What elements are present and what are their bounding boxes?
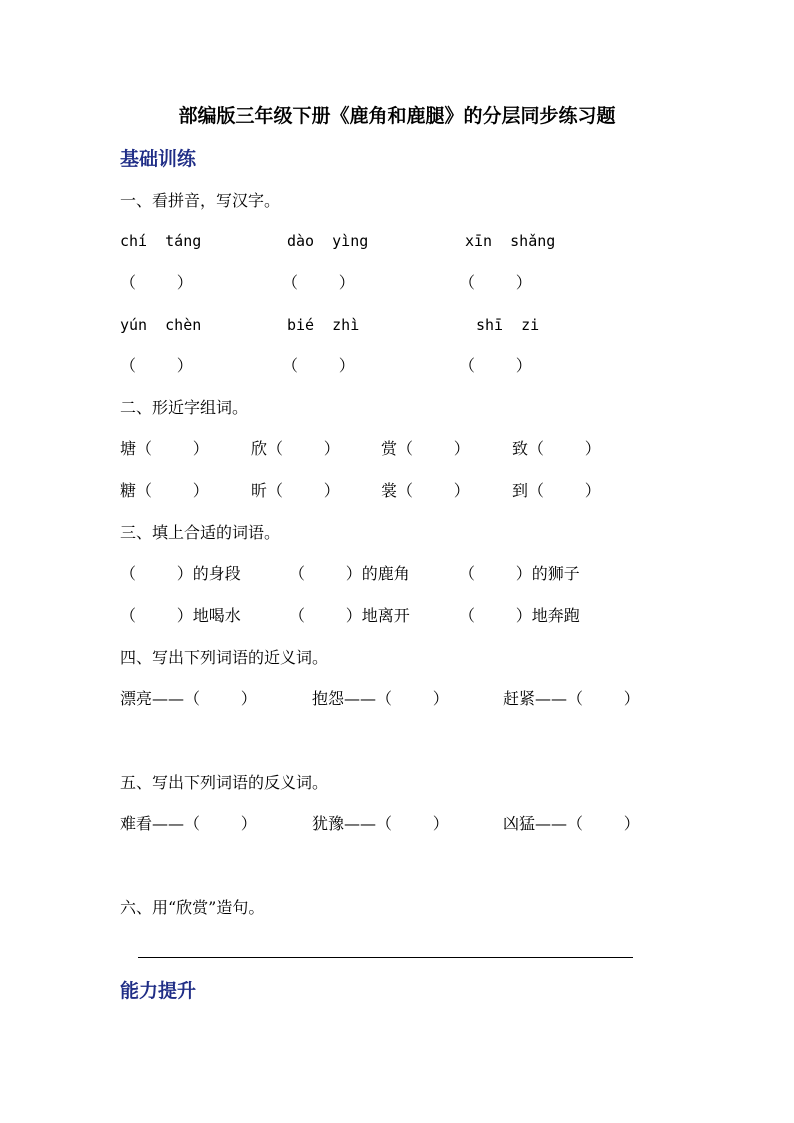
antonym-item[interactable]: 犹豫——（ ） [312,814,449,833]
similar-char-item[interactable]: 糖（ ） [120,481,209,500]
question-2-label: 二、形近字组词。 [120,398,249,417]
answer-blank[interactable]: （ ） [459,273,532,292]
section-heading-basic: 基础训练 [120,148,197,170]
antonym-row [120,816,720,836]
antonym-item[interactable]: 凶猛——（ ） [503,814,640,833]
fill-word-item[interactable]: （ ）的身段 [120,564,241,583]
fill-word-item[interactable]: （ ）地离开 [289,606,410,625]
synonym-item[interactable]: 漂亮——（ ） [120,689,257,708]
question-6-label: 六、用“欣赏”造句。 [120,898,265,917]
page-title: 部编版三年级下册《鹿角和鹿腿》的分层同步练习题 [178,105,616,127]
fill-word-item[interactable]: （ ）地奔跑 [459,606,580,625]
fill-word-item[interactable]: （ ）的狮子 [459,564,580,583]
similar-char-item[interactable]: 塘（ ） [120,439,209,458]
question-1-label: 一、看拼音，写汉字。 [120,191,281,210]
section-heading-advanced: 能力提升 [120,980,197,1002]
answer-blank[interactable]: （ ） [282,273,355,292]
similar-char-row-2 [120,483,720,503]
question-5-label: 五、写出下列词语的反义词。 [120,773,329,792]
similar-char-item[interactable]: 赏（ ） [381,439,470,458]
answer-blank-row-2 [120,358,720,378]
question-4-label: 四、写出下列词语的近义词。 [120,648,329,667]
pinyin-item: chí táng [120,232,202,250]
answer-blank[interactable]: （ ） [282,356,355,375]
synonym-item[interactable]: 赶紧——（ ） [503,689,640,708]
pinyin-row-1 [120,234,720,254]
synonym-row [120,691,720,711]
fill-word-item[interactable]: （ ）的鹿角 [289,564,410,583]
pinyin-item: bié zhì [287,316,360,334]
fill-word-row-1 [120,566,720,586]
pinyin-item: dào yìng [287,232,369,250]
pinyin-item: shī zi [476,316,540,334]
similar-char-item[interactable]: 致（ ） [512,439,601,458]
pinyin-row-2 [120,318,720,338]
answer-blank[interactable]: （ ） [120,356,193,375]
answer-blank[interactable]: （ ） [459,356,532,375]
pinyin-item: xīn shǎng [465,232,556,250]
synonym-item[interactable]: 抱怨——（ ） [312,689,449,708]
pinyin-item: yún chèn [120,316,202,334]
answer-blank-row-1 [120,275,720,295]
similar-char-item[interactable]: 欣（ ） [251,439,340,458]
sentence-answer-line[interactable] [138,957,633,958]
antonym-item[interactable]: 难看——（ ） [120,814,257,833]
similar-char-item[interactable]: 到（ ） [512,481,601,500]
similar-char-item[interactable]: 裳（ ） [381,481,470,500]
similar-char-item[interactable]: 昕（ ） [251,481,340,500]
fill-word-item[interactable]: （ ）地喝水 [120,606,241,625]
fill-word-row-2 [120,608,720,628]
answer-blank[interactable]: （ ） [120,273,193,292]
question-3-label: 三、填上合适的词语。 [120,523,281,542]
similar-char-row-1 [120,441,720,461]
